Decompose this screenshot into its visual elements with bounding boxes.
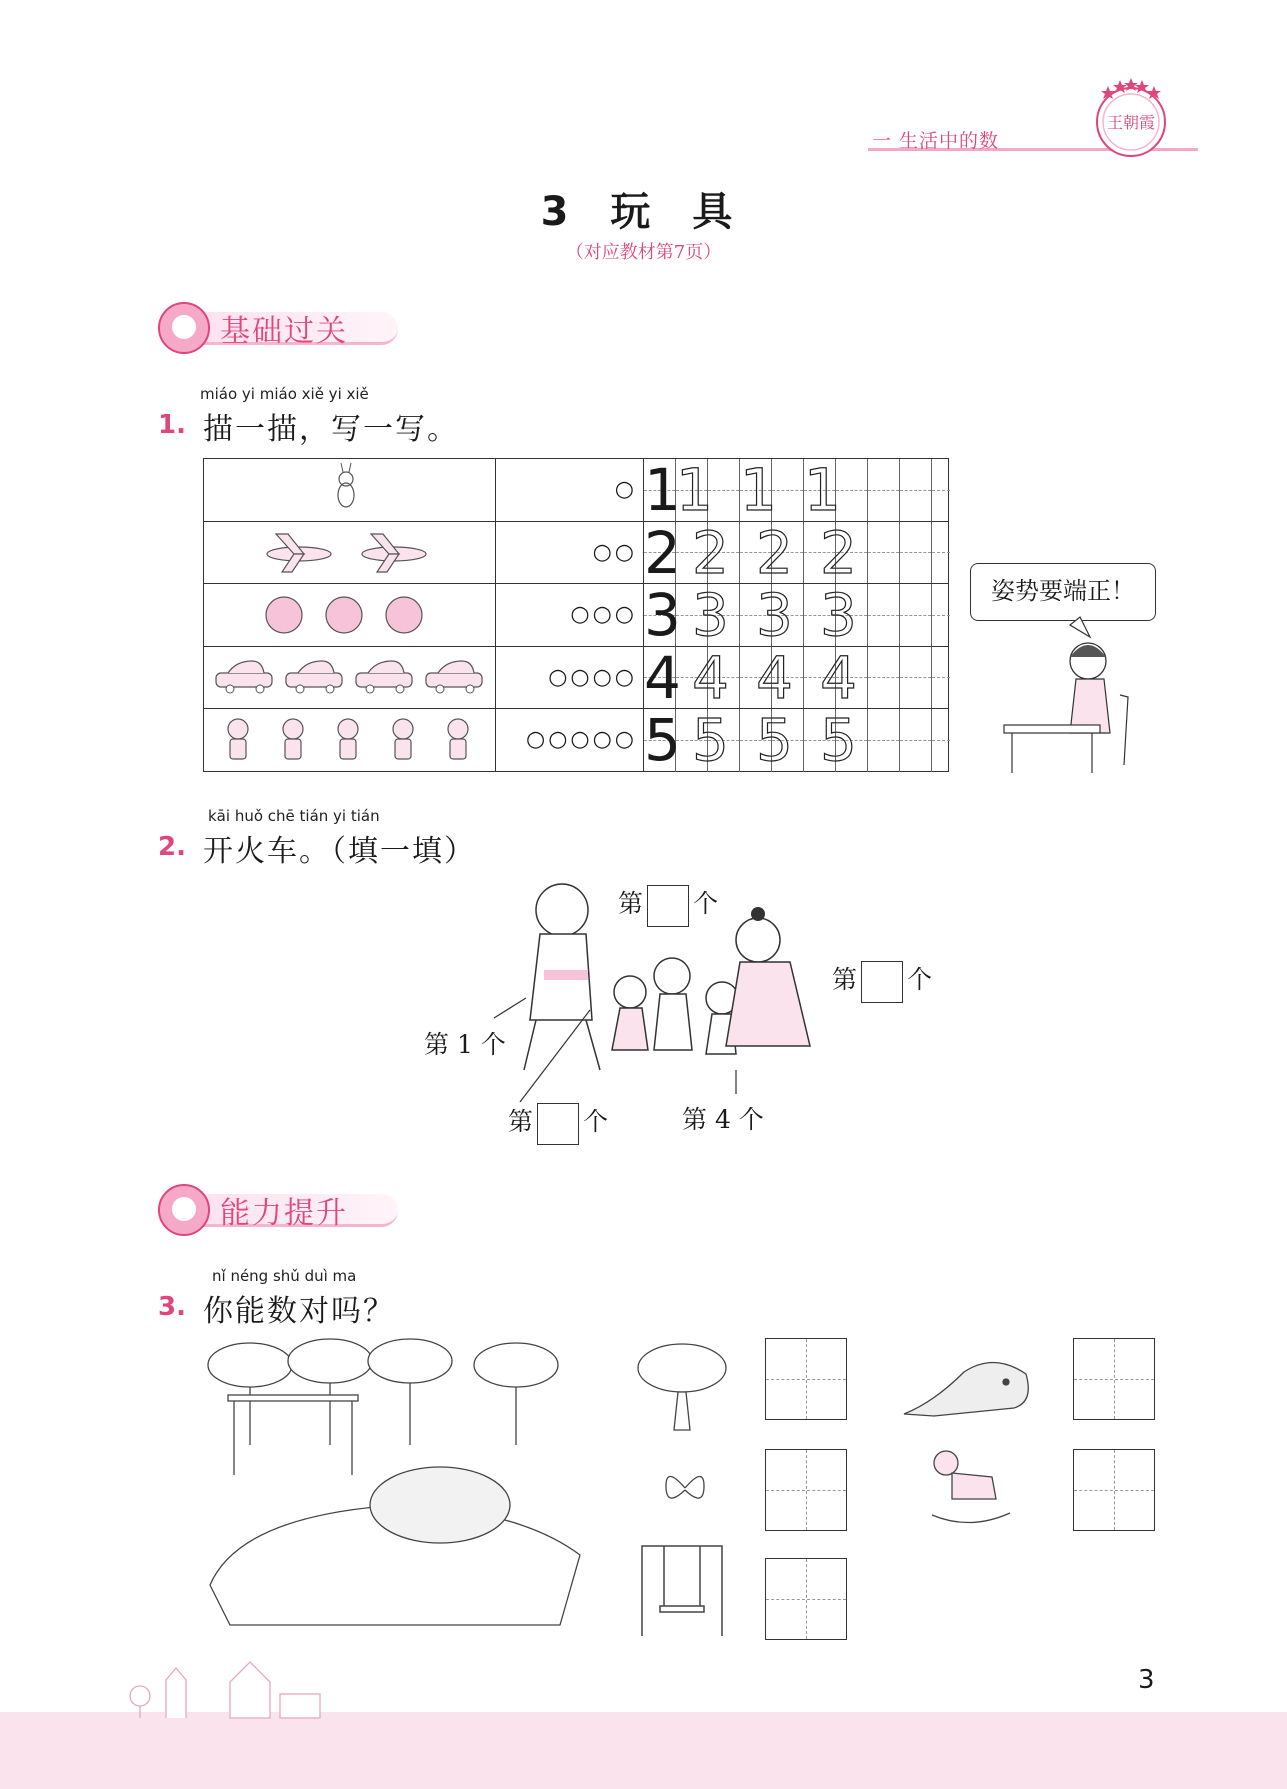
count-dots: ○○○○○ [496, 709, 644, 772]
trace-digit[interactable]: 3 [756, 581, 793, 649]
page-title: 3 玩 具 [540, 189, 747, 235]
trace-digit[interactable]: 5 [692, 706, 729, 774]
elephant-slide-icon [894, 1342, 1038, 1422]
q2-pinyin: kāi huǒ chē tián yi tián [208, 807, 380, 825]
speech-bubble: 姿势要端正！ [970, 563, 1156, 621]
sample-digit: 4 [644, 643, 681, 712]
boy-face-icon [158, 1184, 210, 1236]
logo-text: 王朝霞 [1106, 113, 1156, 132]
girl-face-icon [158, 302, 210, 354]
q1-text: 描一描，写一写。 [203, 412, 459, 447]
page-number: 3 [1138, 1665, 1155, 1695]
ordinal-label-top: 第 个 [618, 884, 718, 927]
sample-digit: 5 [644, 706, 681, 774]
castle-decoration-icon [120, 1650, 380, 1720]
bunny-toy-icon [204, 459, 494, 521]
toy-picture-cell [204, 647, 496, 709]
count-dots: ○ [496, 459, 644, 521]
robot-toy-icon [204, 709, 494, 771]
table-row [204, 706, 948, 774]
q3-pinyin: nǐ néng shǔ duì ma [212, 1267, 357, 1285]
section-banner-basic [158, 300, 408, 352]
q3-number: 3. [158, 1292, 186, 1322]
sample-digit: 2 [644, 518, 681, 587]
q2-text: 开火车。（填一填） [203, 834, 476, 869]
answer-grid-butterfly[interactable] [765, 1449, 847, 1531]
swing-icon [636, 1540, 728, 1640]
count-dots: ○○○○ [496, 647, 644, 709]
trace-digit[interactable]: 2 [692, 518, 729, 587]
car-toy-icon [204, 647, 494, 709]
ordinal-label-right: 第 个 [832, 960, 932, 1003]
trace-write-table [203, 458, 949, 772]
section-title: 基础过关 [220, 314, 348, 349]
answer-grid-tree[interactable] [765, 1338, 847, 1420]
ball-toy-icon [204, 584, 494, 646]
trace-digit[interactable]: 3 [820, 581, 857, 649]
toy-picture-cell [204, 709, 496, 772]
writing-cells [644, 643, 950, 712]
trace-digit[interactable]: 2 [756, 518, 793, 587]
answer-grid-horse[interactable] [1073, 1449, 1155, 1531]
airplane-toy-icon [204, 522, 494, 584]
publisher-logo [1078, 70, 1184, 160]
trace-digit[interactable]: 5 [756, 706, 793, 774]
trace-digit[interactable]: 4 [756, 643, 793, 712]
writing-cells [644, 706, 950, 774]
answer-grid-slide[interactable] [1073, 1338, 1155, 1420]
trace-digit[interactable]: 4 [692, 643, 729, 712]
writing-girl-illustration [1000, 615, 1150, 775]
footer-band [0, 1712, 1287, 1789]
ordinal-label-bottom: 第 个 [508, 1102, 608, 1145]
q1-number: 1. [158, 410, 186, 440]
sample-digit: 3 [644, 581, 681, 649]
tree-icon [632, 1338, 736, 1434]
toy-picture-cell [204, 522, 496, 584]
trace-digit[interactable]: 1 [676, 456, 713, 524]
trace-digit[interactable]: 5 [820, 706, 857, 774]
table-row [204, 643, 948, 712]
trace-digit[interactable]: 4 [820, 643, 857, 712]
count-dots: ○○○ [496, 584, 644, 646]
toy-picture-cell [204, 584, 496, 646]
answer-box[interactable] [861, 961, 903, 1003]
trace-digit[interactable]: 3 [692, 581, 729, 649]
table-row [204, 456, 948, 524]
q1-pinyin: miáo yi miáo xiě yi xiě [200, 385, 369, 403]
ordinal-label-fourth: 第 4 个 [682, 1105, 764, 1134]
trace-digit[interactable]: 1 [740, 456, 777, 524]
writing-cells [644, 518, 950, 587]
writing-cells [644, 456, 950, 524]
answer-grid-swing[interactable] [765, 1558, 847, 1640]
table-row [204, 518, 948, 587]
pointer-lines [480, 990, 740, 1110]
ordinal-label-first: 第 1 个 [424, 1030, 506, 1059]
chapter-label: 一 生活中的数 [872, 130, 1000, 152]
q3-text: 你能数对吗？ [203, 1294, 395, 1329]
q2-number: 2. [158, 832, 186, 862]
trace-digit[interactable]: 1 [804, 456, 841, 524]
count-dots: ○○ [496, 522, 644, 584]
playground-scene-illustration [200, 1335, 600, 1635]
table-row [204, 581, 948, 649]
writing-cells [644, 581, 950, 649]
section-title: 能力提升 [220, 1196, 348, 1231]
trace-digit[interactable]: 2 [820, 518, 857, 587]
sample-digit: 1 [644, 456, 681, 524]
page-subtitle: （对应教材第7页） [565, 242, 722, 263]
answer-box[interactable] [647, 885, 689, 927]
section-banner-advanced [158, 1182, 408, 1234]
rocking-horse-icon [922, 1445, 1018, 1529]
toy-picture-cell [204, 459, 496, 521]
butterfly-icon [660, 1462, 710, 1514]
